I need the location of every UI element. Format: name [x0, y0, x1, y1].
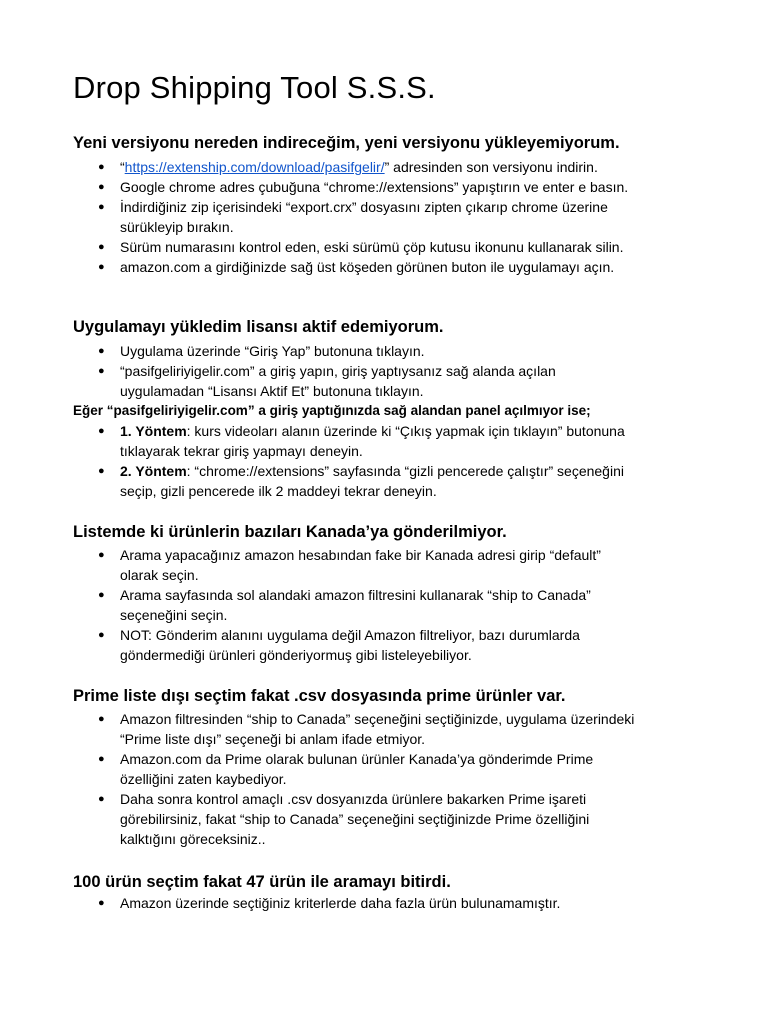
- conditional-note: Eğer “pasifgeliriyigelir.com” a giriş yaptığınızda sağ alandan panel açılmıyor ise;: [73, 403, 591, 418]
- list-item: Amazon üzerinde seçtiğiniz kriterlerde daha fazla ürün bulunamamıştır.: [120, 895, 561, 911]
- section-heading-license: Uygulamayı yükledim lisansı aktif edemiyorum.: [73, 318, 444, 336]
- bullet: ●: [98, 713, 105, 725]
- bullet: ●: [98, 161, 105, 173]
- list-item-continuation: “Prime liste dışı” seçeneği bi anlam ifade etmiyor.: [120, 731, 426, 747]
- bullet: ●: [98, 465, 105, 477]
- list-item: Amazon.com da Prime olarak bulunan ürünler Kanada’ya gönderimde Prime: [120, 751, 594, 767]
- list-item-continuation: uygulamadan “Lisansı Aktif Et” butonuna tıklayın.: [120, 383, 424, 399]
- list-item: Uygulama üzerinde “Giriş Yap” butonuna tıklayın.: [120, 343, 425, 359]
- list-item-continuation: olarak seçin.: [120, 567, 199, 583]
- list-item-continuation: sürükleyip bırakın.: [120, 219, 234, 235]
- list-item: Daha sonra kontrol amaçlı .csv dosyanızda ürünlere bakarken Prime işareti: [120, 791, 587, 807]
- bullet: ●: [98, 753, 105, 765]
- bullet: ●: [98, 549, 105, 561]
- bullet: ●: [98, 629, 105, 641]
- section-heading-canada: Listemde ki ürünlerin bazıları Kanada’ya gönderilmiyor.: [73, 523, 507, 541]
- list-item: NOT: Gönderim alanını uygulama değil Amazon filtreliyor, bazı durumlarda: [120, 627, 580, 643]
- bullet: ●: [98, 181, 105, 193]
- download-link[interactable]: https://extenship.com/download/pasifgelir/: [124, 159, 385, 175]
- page-title: Drop Shipping Tool S.S.S.: [73, 70, 436, 105]
- list-item: Google chrome adres çubuğuna “chrome://extensions” yapıştırın ve enter e basın.: [120, 179, 629, 195]
- bullet: ●: [98, 589, 105, 601]
- list-item: 2. Yöntem: “chrome://extensions” sayfasında “gizli pencerede çalıştır” seçeneğini: [120, 463, 624, 479]
- section-heading-new-version: Yeni versiyonu nereden indireceğim, yeni versiyonu yükleyemiyorum.: [73, 134, 620, 152]
- list-item: Sürüm numarasını kontrol eden, eski sürümü çöp kutusu ikonunu kullanarak silin.: [120, 239, 624, 255]
- bullet: ●: [98, 365, 105, 377]
- list-item: Arama yapacağınız amazon hesabından fake bir Kanada adresi girip “default”: [120, 547, 601, 563]
- list-item: Amazon filtresinden “ship to Canada” seçeneğini seçtiğinizde, uygulama üzerindeki: [120, 711, 635, 727]
- list-item: “pasifgeliriyigelir.com” a giriş yapın, giriş yaptıysanız sağ alanda açılan: [120, 363, 556, 379]
- method-label: 2. Yöntem: [120, 463, 187, 479]
- list-item-continuation: seçip, gizli pencerede ilk 2 maddeyi tekrar deneyin.: [120, 483, 437, 499]
- list-item: 1. Yöntem: kurs videoları alanın üzerinde ki “Çıkış yapmak için tıklayın” butonuna: [120, 423, 625, 439]
- list-item-continuation: göndermediği ürünleri gönderiyormuş gibi listeleyebiliyor.: [120, 647, 472, 663]
- list-item-continuation: tıklayarak tekrar giriş yapmayı deneyin.: [120, 443, 363, 459]
- bullet: ●: [98, 897, 105, 909]
- method-label: 1. Yöntem: [120, 423, 187, 439]
- bullet: ●: [98, 345, 105, 357]
- section-heading-search-count: 100 ürün seçtim fakat 47 ürün ile aramayı bitirdi.: [73, 873, 451, 891]
- bullet: ●: [98, 241, 105, 253]
- bullet: ●: [98, 201, 105, 213]
- list-item-continuation: görebilirsiniz, fakat “ship to Canada” seçeneğini seçtiğinizde Prime özelliğini: [120, 811, 590, 827]
- bullet: ●: [98, 261, 105, 273]
- list-item-continuation: özelliğini zaten kaybediyor.: [120, 771, 287, 787]
- list-item-continuation: seçeneğini seçin.: [120, 607, 228, 623]
- bullet: ●: [98, 793, 105, 805]
- list-item-continuation: kalktığını göreceksiniz..: [120, 831, 266, 847]
- list-item: Arama sayfasında sol alandaki amazon filtresini kullanarak “ship to Canada”: [120, 587, 591, 603]
- list-item: amazon.com a girdiğinizde sağ üst köşeden görünen buton ile uygulamayı açın.: [120, 259, 615, 275]
- list-item: “https://extenship.com/download/pasifgelir/” adresinden son versiyonu indirin.: [120, 159, 598, 175]
- bullet: ●: [98, 425, 105, 437]
- section-heading-prime: Prime liste dışı seçtim fakat .csv dosyasında prime ürünler var.: [73, 687, 566, 705]
- list-item: İndirdiğiniz zip içerisindeki “export.crx” dosyasını zipten çıkarıp chrome üzerine: [120, 199, 608, 215]
